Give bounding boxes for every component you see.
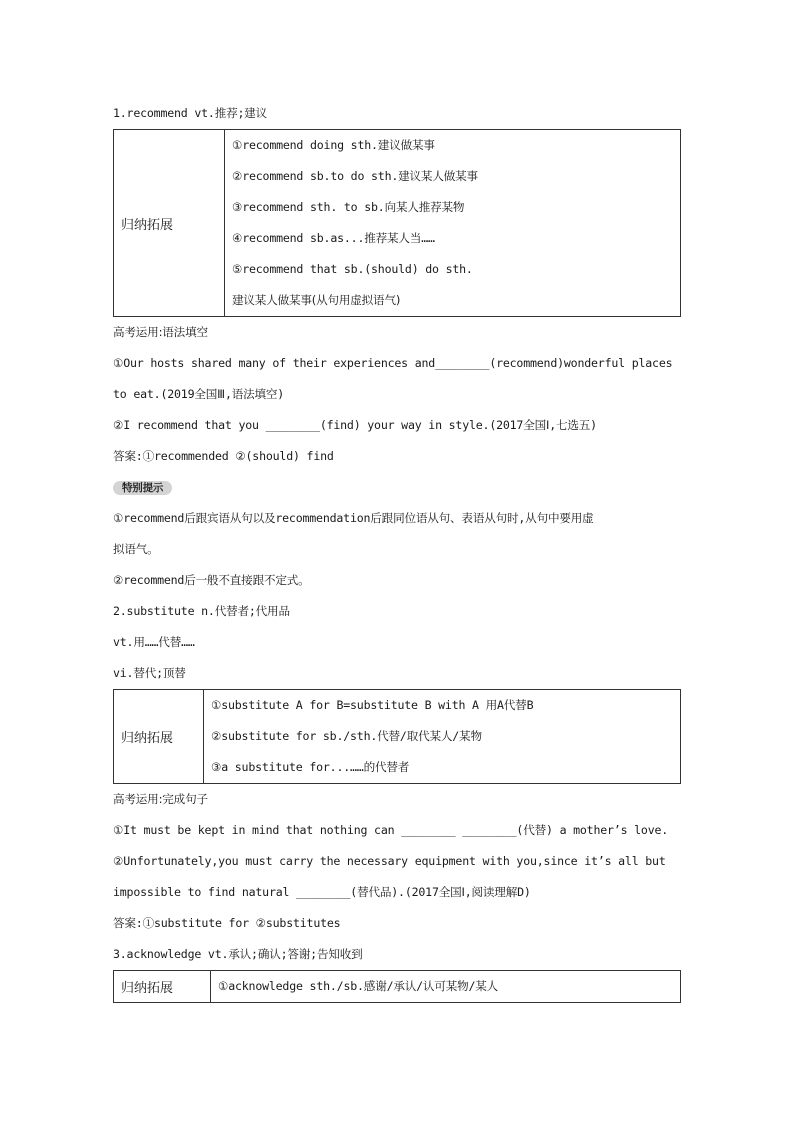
table-item: ②recommend sb.to do sth.建议某人做某事 (232, 169, 478, 183)
table-item: ①recommend doing sth.建议做某事 (232, 138, 435, 152)
tip-2: ②recommend后一般不直接跟不定式。 (113, 573, 310, 587)
section-2-practice-title: 高考运用:完成句子 (113, 792, 208, 806)
section-2-answer: 答案:①substitute for ②substitutes (113, 916, 341, 930)
section-2-table (113, 689, 681, 784)
section-3-heading: 3.acknowledge vt.承认;确认;答谢;告知收到 (113, 947, 363, 961)
section-2-vi-meaning: vi.替代;顶替 (113, 666, 186, 680)
section-1-table-label: 归纳拓展 (114, 130, 225, 317)
section-3-table (113, 970, 681, 1003)
section-3-table-label: 归纳拓展 (114, 971, 211, 1003)
section-1-question-2: ②I recommend that you ________(find) your way in style.(2017全国Ⅰ,七选五) (113, 418, 597, 432)
table-item: ②substitute for sb./sth.代替/取代某人/某物 (211, 729, 482, 743)
table-item: ③recommend sth. to sb.向某人推荐某物 (232, 200, 465, 214)
section-3-table-items (211, 971, 681, 1003)
table-item: 建议某人做某事(从句用虚拟语气) (232, 293, 401, 307)
section-1-table (113, 129, 681, 317)
section-1-answer: 答案:①recommended ②(should) find (113, 449, 334, 463)
section-2-question-1: ①It must be kept in mind that nothing can ________ ________(代替) a mother’s love. (113, 823, 669, 837)
tip-1-line-1: ①recommend后跟宾语从句以及recommendation后跟同位语从句、表语从句时,从句中要用虚 (113, 511, 594, 525)
tip-1-line-2: 拟语气。 (113, 542, 159, 556)
section-1-question-1-line-2: to eat.(2019全国Ⅲ,语法填空) (113, 387, 285, 401)
section-1-practice-title: 高考运用:语法填空 (113, 325, 208, 339)
document-page (113, 98, 681, 1003)
section-2-vt-meaning: vt.用……代替…… (113, 635, 195, 649)
section-1-question-1-line-1: ①Our hosts shared many of their experiences and________(recommend)wonderful places (113, 356, 673, 370)
special-tip-badge: 特别提示 (113, 481, 172, 495)
section-2-table-label: 归纳拓展 (114, 690, 204, 784)
section-1-heading: 1.recommend vt.推荐;建议 (113, 106, 268, 120)
special-tip-row (113, 472, 681, 503)
section-2-heading: 2.substitute n.代替者;代用品 (113, 604, 290, 618)
table-item: ①substitute A for B=substitute B with A 用A代替B (211, 698, 534, 712)
section-2-question-2-line-1: ②Unfortunately,you must carry the necessary equipment with you,since it’s all but (113, 854, 666, 868)
table-item: ⑤recommend that sb.(should) do sth. (232, 262, 473, 276)
table-item: ③a substitute for...……的代替者 (211, 760, 410, 774)
section-2-table-items (204, 690, 681, 784)
table-item: ①acknowledge sth./sb.感谢/承认/认可某物/某人 (218, 979, 499, 993)
table-item: ④recommend sb.as...推荐某人当…… (232, 231, 435, 245)
section-1-table-items (225, 130, 681, 317)
section-2-question-2-line-2: impossible to find natural ________(替代品).(2017全国Ⅰ,阅读理解D) (113, 885, 531, 899)
